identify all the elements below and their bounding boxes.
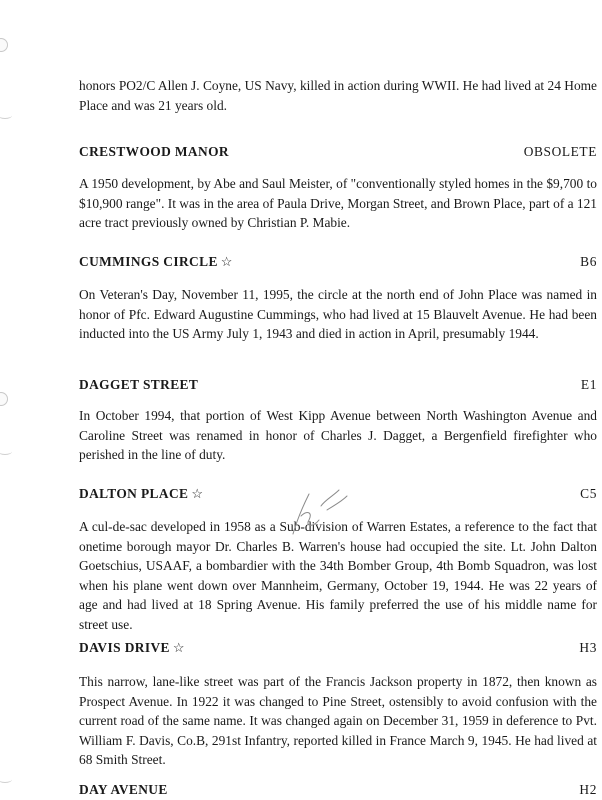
entry-heading-cummings-circle	[79, 254, 597, 270]
star-icon: ☆	[220, 254, 233, 269]
entry-name: DAGGET STREET	[79, 377, 199, 392]
entry-name: DAY AVENUE	[79, 782, 168, 797]
entry-text: In October 1994, that portion of West Kipp Avenue between North Washington Avenue and Caroline Street was renamed in honor of Charles J. Dagget, a Bergenfield firefighter who perished in the line of duty.	[79, 408, 597, 462]
map-code: C5	[580, 486, 597, 501]
entry-name: DALTON PLACE	[79, 486, 189, 501]
entry-heading-crestwood-manor	[79, 144, 597, 160]
margin-mark-icon	[0, 448, 12, 455]
entry-name: CUMMINGS CIRCLE	[79, 254, 218, 269]
entry-text: A 1950 development, by Abe and Saul Meister, of "conventionally styled homes in the $9,700 to $10,900 range". It was in the area of Paula Drive, Morgan Street, and Brown Place, part of a 121 acre tract previously owned by Christian P. Mabie.	[79, 176, 598, 230]
map-code: OBSOLETE	[523, 144, 597, 159]
handwritten-annotation-icon	[283, 476, 353, 546]
star-icon: ☆	[172, 640, 185, 655]
entry-name: DAVIS DRIVE	[79, 640, 170, 655]
star-icon: ☆	[191, 486, 204, 501]
entry-heading-davis-drive	[79, 640, 597, 656]
entry-text: A cul-de-sac developed in 1958 as a Sub-division of Warren Estates, a reference to the fact that onetime borough mayor Dr. Charles B. Warren's house had occupied the site. Lt. John Dalton Goetschius, USAAF, a bombardier with the 34th Bomber Group, 4th Bomb Squadron, was lost when his plane went down over Mannheim, Germany, October 19, 1944. He was 22 years of age and had lived at 18 Spring Avenue. His family preferred the use of his middle name for street use.	[79, 519, 597, 632]
entry-heading-dagget-street	[79, 377, 597, 393]
margin-mark-icon	[0, 112, 12, 119]
map-code: E1	[580, 377, 597, 392]
margin-mark-icon	[0, 776, 12, 783]
entry-text: On Veteran's Day, November 11, 1995, the circle at the north end of John Place was named in honor of Pfc. Edward Augustine Cummings, who had lived at 15 Blauvelt Avenue. He had been inducted into the US Army July 1, 1943 and died in action in April, presumably 1944.	[79, 287, 597, 341]
entry-text: This narrow, lane-like street was part of the Francis Jackson property in 1872, then known as Prospect Avenue. In 1922 it was changed to Pine Street, ostensibly to avoid confusion with the current road of the same name. It was changed again on December 31, 1959 in deference to Pvt. William F. Davis, Co.B, 291st Infantry, reported killed in France March 9, 1945. He had lived at 68 Smith Street.	[79, 674, 597, 767]
map-code: B6	[580, 254, 597, 269]
map-code: H2	[579, 782, 597, 797]
entry-heading-day-avenue	[79, 782, 597, 798]
entry-name: CRESTWOOD MANOR	[79, 144, 229, 159]
map-code: H3	[579, 640, 597, 655]
intro-paragraph: honors PO2/C Allen J. Coyne, US Navy, killed in action during WWII. He had lived at 24 Home Place and was 21 years old.	[79, 78, 597, 113]
binder-hole-icon	[0, 392, 8, 406]
binder-hole-icon	[0, 38, 8, 52]
